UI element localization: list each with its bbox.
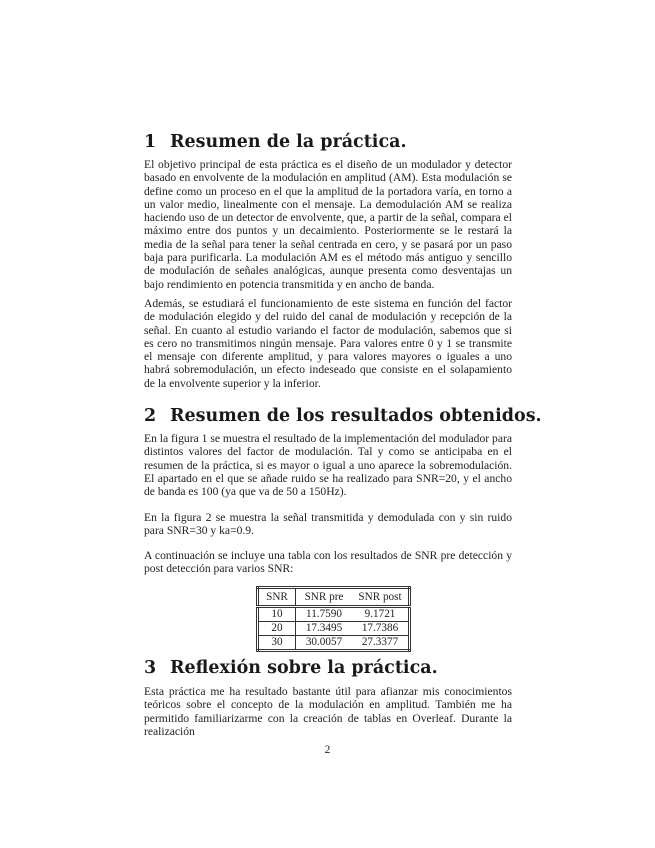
- paragraph: A continuación se incluye una tabla con los resultados de SNR pre detección y post detección para varios SNR:: [144, 549, 512, 576]
- table-header-cell: SNR pre: [296, 588, 353, 607]
- table-cell: 17.7386: [352, 622, 410, 636]
- section-2-heading: [144, 406, 542, 426]
- table-cell: 17.3495: [296, 622, 353, 636]
- table-cell: 11.7590: [296, 607, 353, 622]
- table-cell: 9.1721: [352, 607, 410, 622]
- paragraph: En la figura 2 se muestra la señal transmitida y demodulada con y sin ruido para SNR=30 y ka=0.9.: [144, 511, 512, 538]
- section-number: 1: [144, 132, 157, 152]
- table-cell: 10: [258, 607, 296, 622]
- table-header-cell: SNR: [258, 588, 296, 607]
- table-cell: 30: [258, 636, 296, 651]
- section-title: Resumen de la práctica.: [170, 132, 407, 152]
- section-number: 2: [144, 406, 157, 426]
- paragraph: Esta práctica me ha resultado bastante útil para afianzar mis conocimientos teóricos sobre el concepto de la modulación en amplitud. También me ha permitido familiarizarme con la creación de tablas en Overleaf. Durante la realización: [144, 685, 512, 738]
- table-cell: 20: [258, 622, 296, 636]
- section-number: 3: [144, 658, 157, 678]
- paragraph: El objetivo principal de esta práctica es el diseño de un modulador y detector basado en envolvente de la modulación en amplitud (AM). Esta modulación se define como un proceso en el que la amplitud de la portadora varía, en torno a un valor medio, linealmente con el mensaje. La demodulación AM se realiza haciendo uso de un detector de envolvente, que, a partir de la señal, compara el máximo entre dos puntos y un decaimiento. Posteriormente se le restará la media de la señal para tener la señal centrada en cero, y se pasará por un paso baja para purificarla. La modulación AM es el método más antiguo y sencillo de modulación de señales analógicas, aunque presenta como desventajas un bajo rendimiento en potencia transmitida y en ancho de banda.: [144, 158, 512, 291]
- paragraph: En la figura 1 se muestra el resultado de la implementación del modulador para distintos valores del factor de modulación. Tal y como se anticipaba en el resumen de la práctica, si es mayor o igual a uno aparece la sobremodulación. El apartado en el que se añade ruido se ha realizado para SNR=20, y el ancho de banda es 100 (ya que va de 50 a 150Hz).: [144, 432, 512, 499]
- section-3-heading: [144, 658, 438, 678]
- section-title: Resumen de los resultados obtenidos.: [170, 406, 542, 426]
- table-cell: 30.0057: [296, 636, 353, 651]
- table-header-cell: SNR post: [352, 588, 410, 607]
- page-number: 2: [324, 744, 331, 756]
- snr-results-table: [256, 586, 411, 652]
- table-row: [258, 607, 410, 622]
- table-row: [258, 636, 410, 651]
- section-1-heading: [144, 132, 407, 152]
- section-title: Reflexión sobre la práctica.: [170, 658, 438, 678]
- table-cell: 27.3377: [352, 636, 410, 651]
- table-header-row: [258, 588, 410, 607]
- paragraph: Además, se estudiará el funcionamiento de este sistema en función del factor de modulación elegido y del ruido del canal de modulación y recepción de la señal. En cuanto al estudio variando el factor de modulación, sabemos que si es cero no transmitimos ningún mensaje. Para valores entre 0 y 1 se transmite el mensaje con diferente amplitud, y para valores mayores o iguales a uno habrá sobremodulación, un efecto indeseado que consiste en el solapamiento de la envolvente superior y la inferior.: [144, 297, 512, 390]
- table-row: [258, 622, 410, 636]
